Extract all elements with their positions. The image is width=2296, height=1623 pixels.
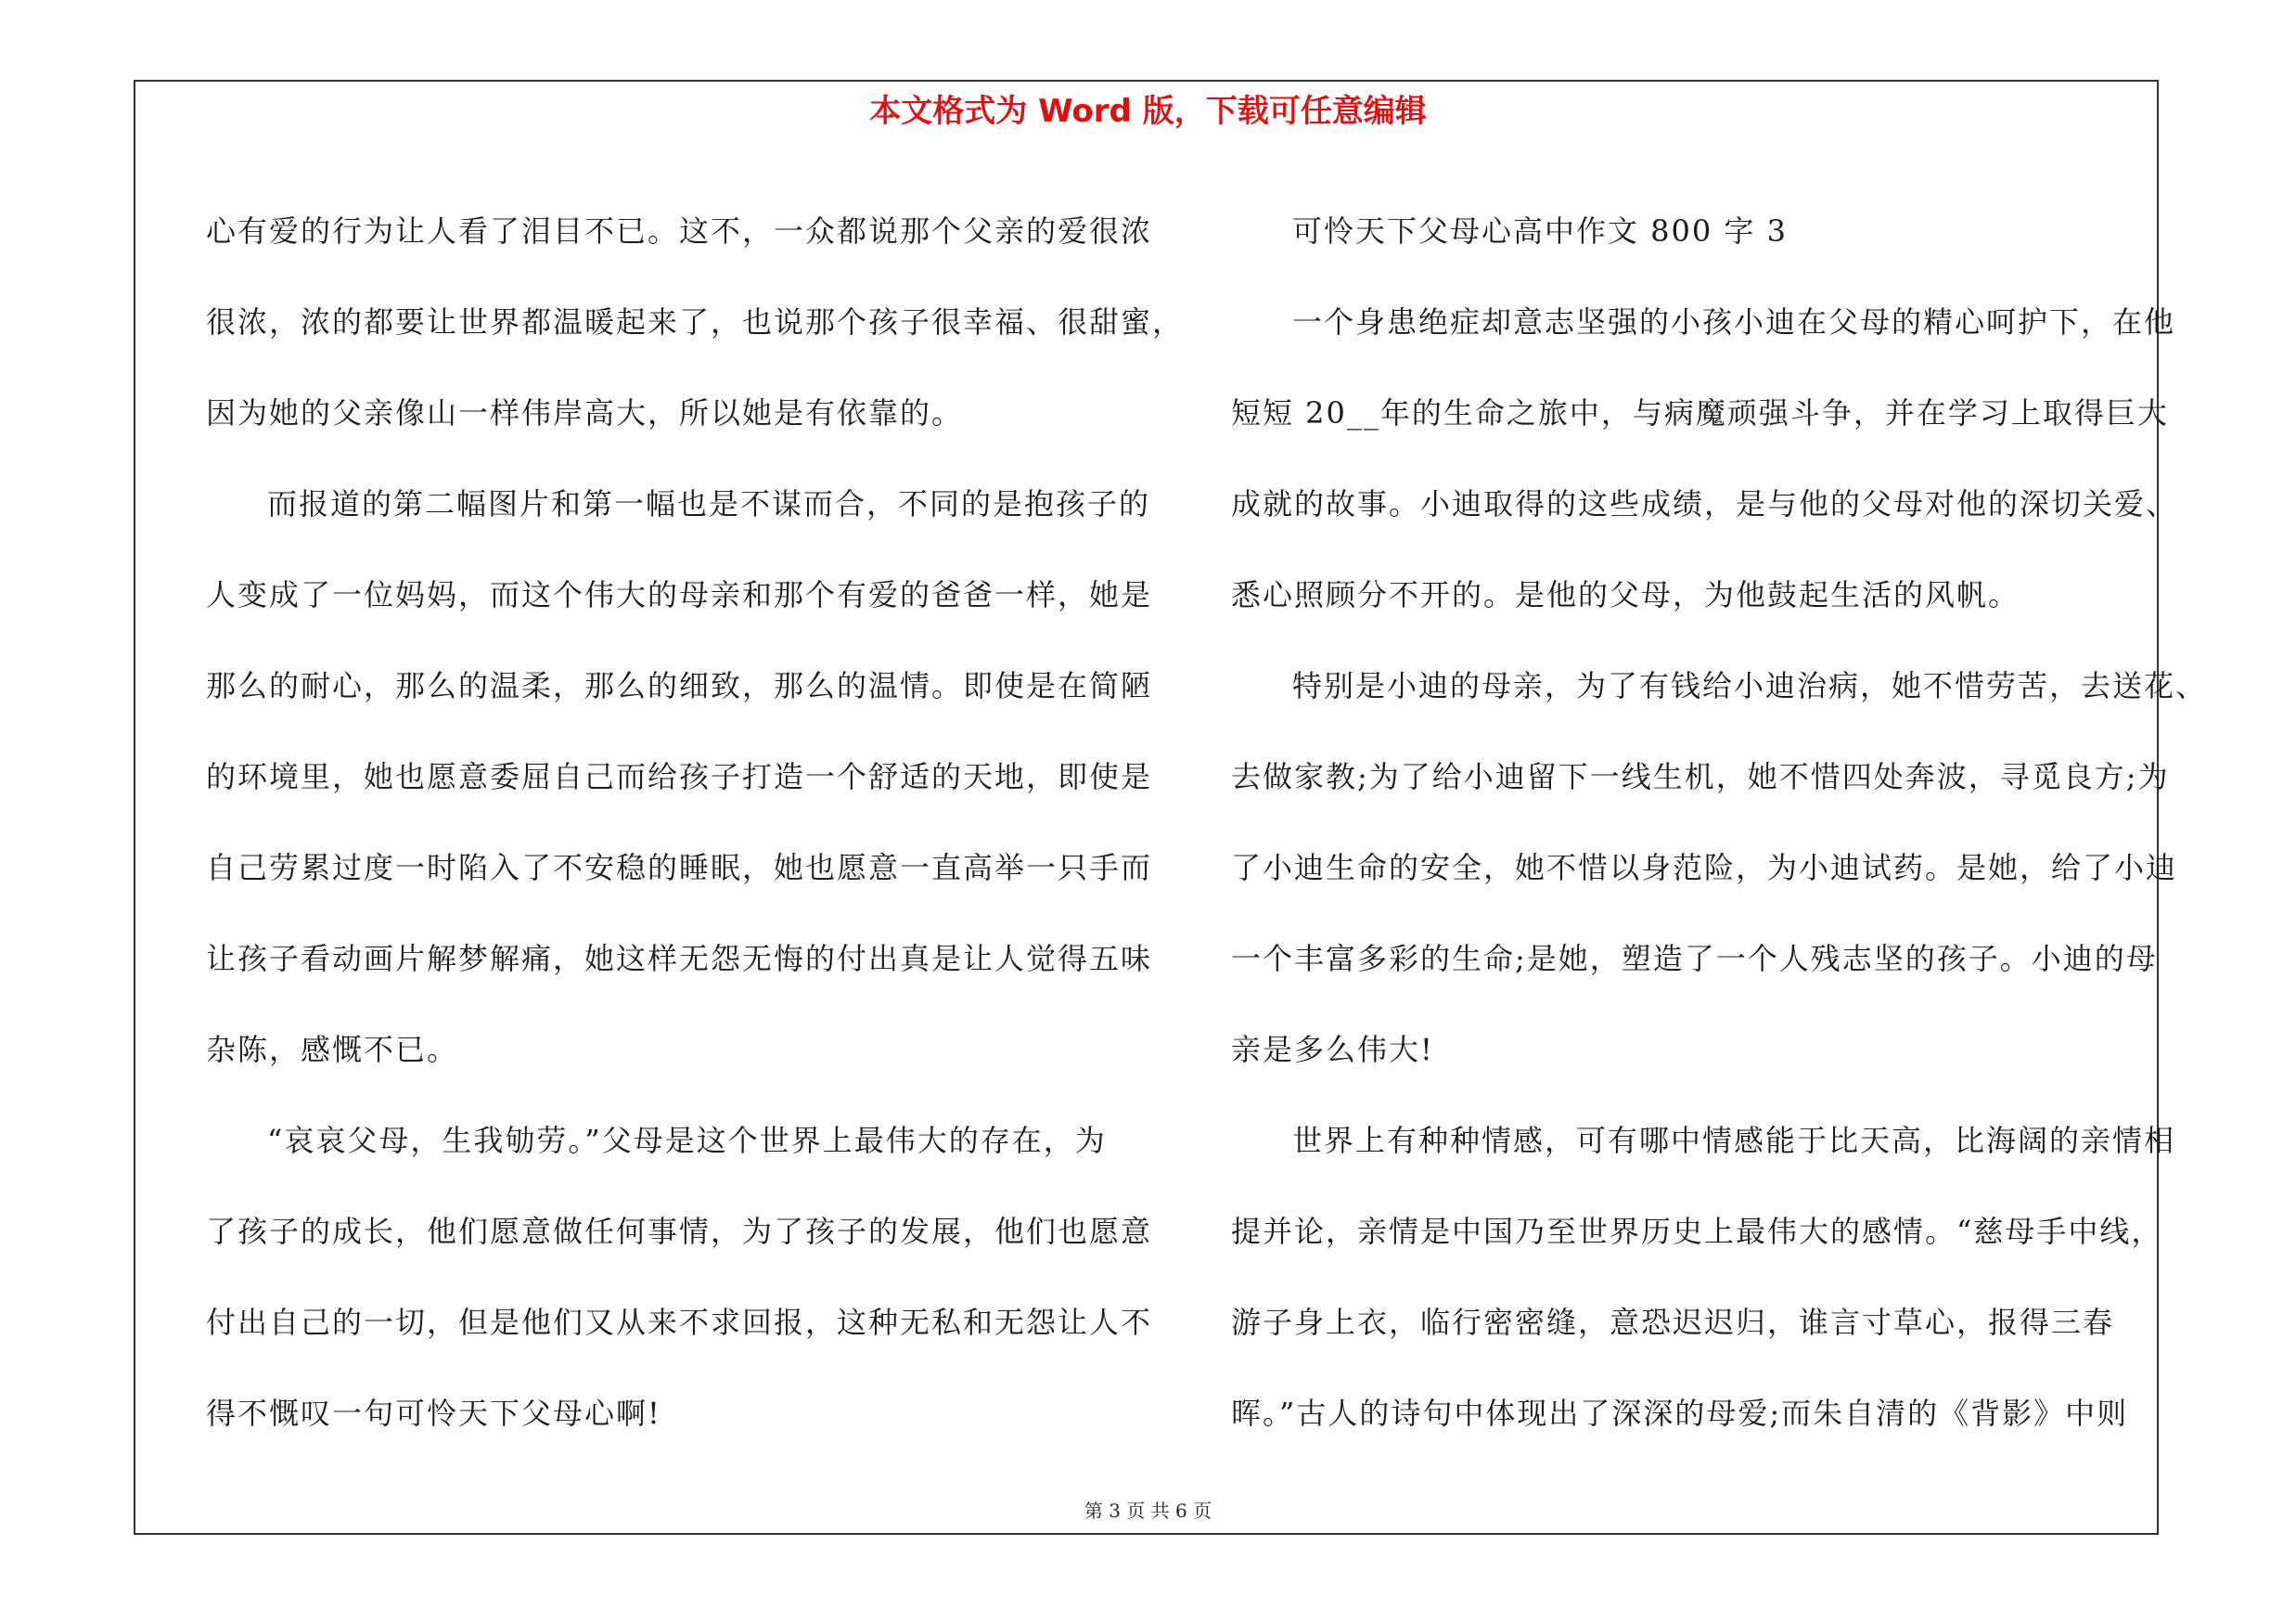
text-line: 付出自己的一切，但是他们又从来不求回报，这种无私和无怨让人不 [206, 1305, 1153, 1340]
text-line: 成就的故事。小迪取得的这些成绩，是与他的父母对他的深切关爱、 [1231, 486, 2178, 522]
text-line: 一个身患绝症却意志坚强的小孩小迪在父母的精心呵护下，在他 [1292, 304, 2176, 340]
text-line: “哀哀父母，生我劬劳。”父母是这个世界上最伟大的存在，为 [267, 1123, 1107, 1158]
page-number-footer: 第 3 页 共 6 页 [1084, 1500, 1212, 1522]
text-line: 去做家教;为了给小迪留下一线生机，她不惜四处奔波，寻觅良方;为 [1231, 759, 2170, 794]
text-line: 而报道的第二幅图片和第一幅也是不谋而合，不同的是抱孩子的 [267, 486, 1151, 522]
text-line: 那么的耐心，那么的温柔，那么的细致，那么的温情。即使是在简陋 [206, 668, 1153, 703]
text-line: 自己劳累过度一时陷入了不安稳的睡眠，她也愿意一直高举一只手而 [206, 850, 1153, 885]
text-line: 让孩子看动画片解梦解痛，她这样无怨无悔的付出真是让人觉得五味 [206, 941, 1153, 976]
section-heading: 可怜天下父母心高中作文 800 字 3 [1292, 213, 1788, 249]
text-line: 很浓，浓的都要让世界都温暖起来了，也说那个孩子很幸福、很甜蜜， [206, 304, 1185, 340]
right-text-column [1231, 186, 2208, 1459]
text-line: 一个丰富多彩的生命;是她，塑造了一个人残志坚的孩子。小迪的母 [1231, 941, 2158, 976]
format-banner: 本文格式为 Word 版，下载可任意编辑 [869, 93, 1427, 130]
text-line: 人变成了一位妈妈，而这个伟大的母亲和那个有爱的爸爸一样，她是 [206, 577, 1153, 612]
text-line: 亲是多么伟大! [1231, 1032, 1434, 1067]
text-line: 特别是小迪的母亲，为了有钱给小迪治病，她不惜劳苦，去送花、 [1292, 668, 2208, 703]
text-line: 的环境里，她也愿意委屈自己而给孩子打造一个舒适的天地，即使是 [206, 759, 1153, 794]
text-line: 游子身上衣，临行密密缝，意恐迟迟归，谁言寸草心，报得三春 [1231, 1305, 2115, 1340]
text-line: 得不慨叹一句可怜天下父母心啊! [206, 1396, 661, 1431]
text-line: 世界上有种种情感，可有哪中情感能于比天高，比海阔的亲情相 [1292, 1123, 2176, 1158]
text-line: 晖。”古人的诗句中体现出了深深的母爱;而朱自清的《背影》中则 [1231, 1396, 2129, 1431]
text-line: 心有爱的行为让人看了泪目不已。这不，一众都说那个父亲的爱很浓 [206, 213, 1153, 249]
text-line: 悉心照顾分不开的。是他的父母，为他鼓起生活的风帆。 [1231, 577, 2020, 612]
text-line: 短短 20__年的生命之旅中，与病魔顽强斗争，并在学习上取得巨大 [1231, 395, 2169, 431]
text-line: 了孩子的成长，他们愿意做任何事情，为了孩子的发展，他们也愿意 [206, 1214, 1153, 1249]
text-line: 提并论，亲情是中国乃至世界历史上最伟大的感情。“慈母手中线， [1231, 1214, 2163, 1249]
left-text-column [206, 186, 1185, 1459]
text-line: 杂陈，感慨不已。 [206, 1032, 459, 1067]
text-line: 了小迪生命的安全，她不惜以身范险，为小迪试药。是她，给了小迪 [1231, 850, 2178, 885]
text-line: 因为她的父亲像山一样伟岸高大，所以她是有依靠的。 [206, 395, 964, 431]
